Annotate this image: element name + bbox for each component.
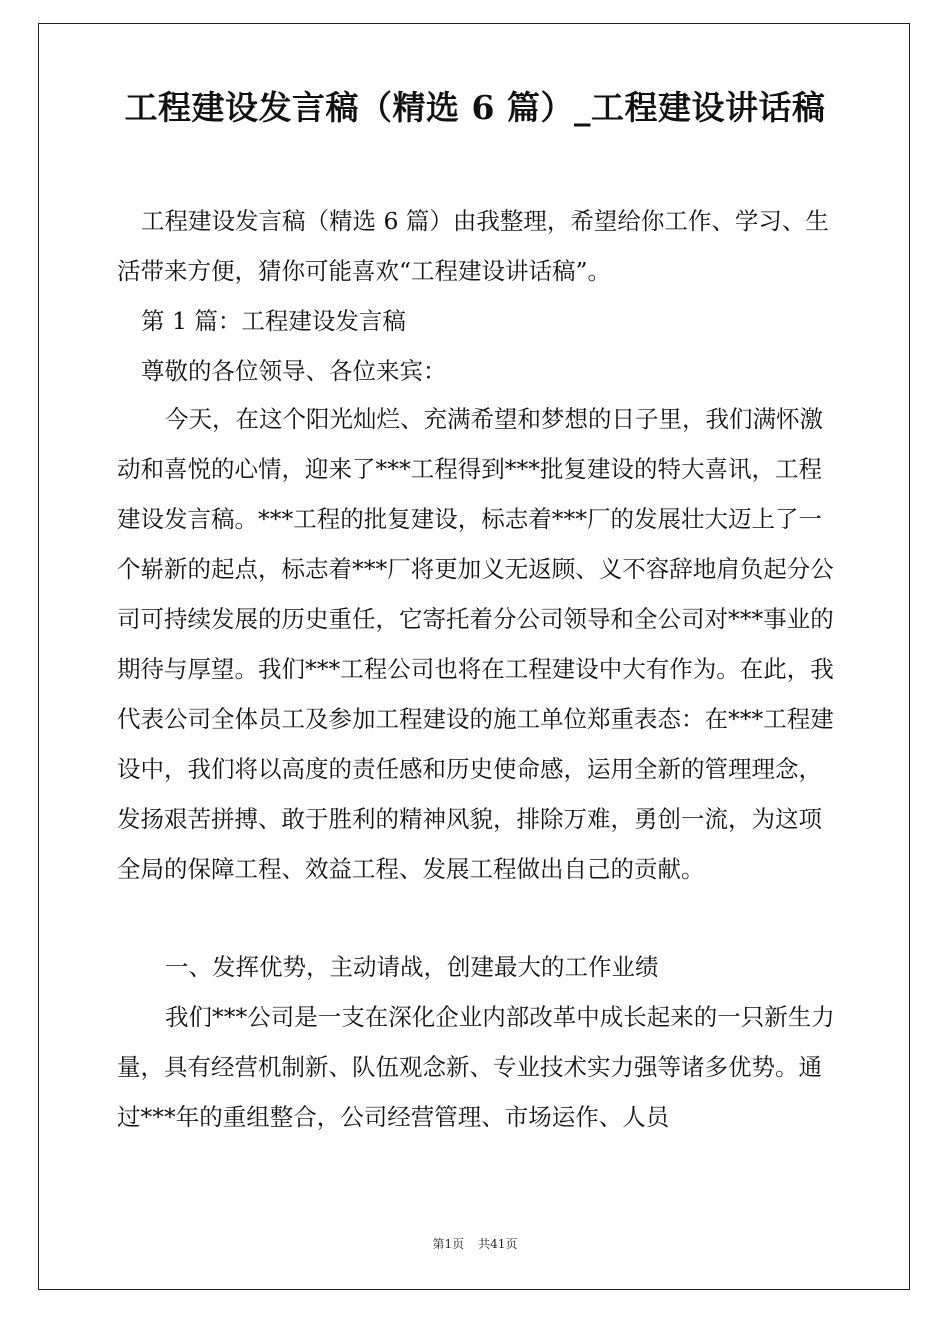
salutation: 尊敬的各位领导、各位来宾： (141, 357, 447, 385)
body-paragraph: 今天，在这个阳光灿烂、充满希望和梦想的日子里，我们满怀激动和喜悦的心情，迎来了***工程得到***批复建设的特大喜讯，工程建设发言稿。***工程的批复建设，标志着***厂的发展壮大迈上了一个崭新的起点，标志着***厂将更加义无返顾、义不容辞地肩负起分公司可持续发展的历史重任，它寄托着分公司领导和全公司对***事业的期待与厚望。我们***工程公司也将在工程建设中大有作为。在此，我代表公司全体员工及参加工程建设的施工单位郑重表态：在***工程建设中，我们将以高度的责任感和历史使命感，运用全新的管理理念，发扬艰苦拼搏、敢于胜利的精神风貌，排除万难，勇创一流，为这项全局的保障工程、效益工程、发展工程做出自己的贡献。 (117, 405, 834, 883)
page-number: 第1页 (432, 1237, 465, 1251)
document-title: 工程建设发言稿（精选 6 篇）_工程建设讲话稿 (124, 88, 826, 127)
intro-paragraph: 工程建设发言稿（精选 6 篇）由我整理，希望给你工作、学习、生活带来方便，猜你可能喜欢“工程建设讲话稿”。 (117, 207, 829, 285)
body-paragraph: 我们***公司是一支在深化企业内部改革中成长起来的一只新生力量，具有经营机制新、队伍观念新、专业技术实力强等诸多优势。通过***年的重组整合，公司经营管理、市场运作、人员 (117, 1003, 835, 1131)
chapter-heading: 第 1 篇：工程建设发言稿 (141, 307, 406, 335)
page-total: 共41页 (478, 1237, 518, 1251)
section-heading: 一、发挥优势，主动请战，创建最大的工作业绩 (165, 953, 659, 981)
page-footer (0, 1236, 950, 1252)
